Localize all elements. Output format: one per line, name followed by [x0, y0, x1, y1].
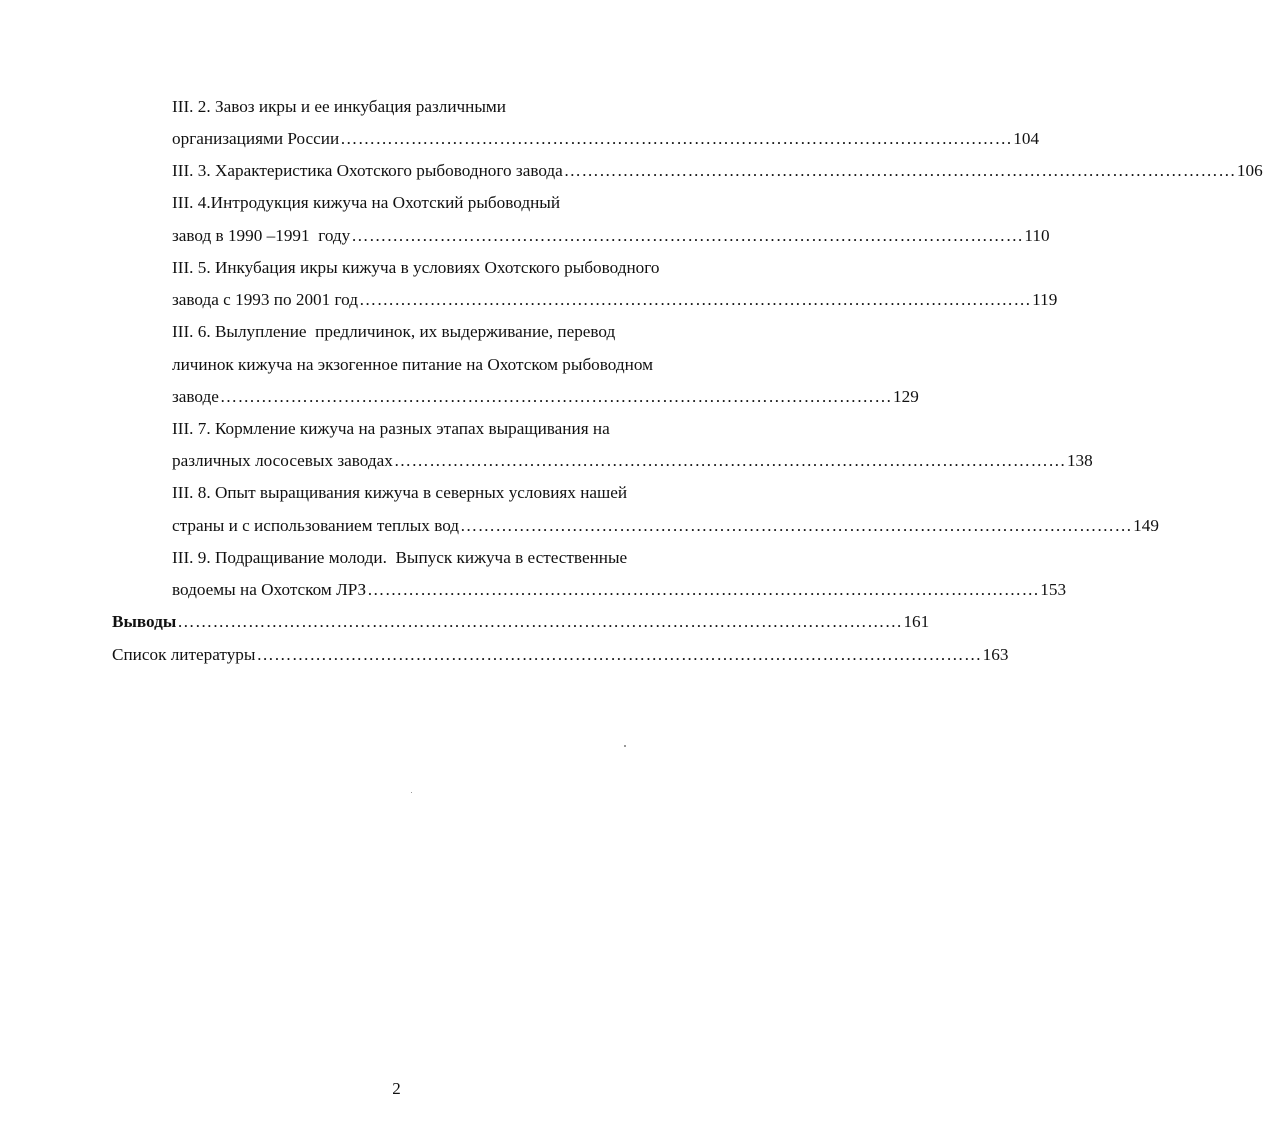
dot-leader: …………………………………………………………………………………………………… [351, 226, 1024, 245]
toc-page-number: 129 [893, 387, 919, 406]
toc-entry-title: завод в 1990 –1991 году [172, 226, 351, 245]
toc-page-number: 161 [903, 612, 930, 631]
dot-leader: …………………………………………………………………………………………………… [460, 516, 1133, 535]
dot-leader: …………………………………………………………………………………………………… [359, 290, 1032, 309]
toc-page-number: 119 [1032, 290, 1058, 309]
toc-entry-title: заводе [172, 387, 219, 406]
toc-entry-title: страны и с использованием теплых вод [172, 516, 460, 535]
toc-entry-line [112, 644, 1009, 666]
dot-leader: …………………………………………………………………………………………………… [219, 387, 893, 406]
scan-speck [624, 745, 626, 747]
toc-entry-line: III. 8. Опыт выращивания кижуча в северных условиях нашей [172, 483, 628, 502]
toc-entry-title: Выводы [112, 612, 177, 631]
dot-leader: …………………………………………………………………………………………………… [393, 451, 1066, 470]
scan-speck [411, 792, 412, 793]
toc-entry-line [172, 289, 1058, 311]
toc-entry-line: III. 9. Подращивание молоди. Выпуск кижуча в естественные [172, 548, 628, 567]
toc-entry-title: Список литературы [112, 645, 256, 664]
toc-entry-line [112, 611, 930, 633]
toc-entry-title: завода с 1993 по 2001 год [172, 290, 359, 309]
toc-entry-line [172, 225, 1050, 247]
toc-entry-title: организациями России [172, 129, 340, 148]
toc-entry-line [172, 450, 1093, 472]
toc-page-number: 138 [1066, 451, 1093, 470]
toc-page-number: 106 [1236, 161, 1263, 180]
toc-entry-title: водоемы на Охотском ЛРЗ [172, 580, 367, 599]
toc-page-number: 163 [982, 645, 1009, 664]
toc-page-number: 153 [1040, 580, 1067, 599]
toc-entry-line [172, 386, 919, 408]
toc-entry-line [172, 160, 1263, 182]
dot-leader: …………………………………………………………………………………………………… [340, 129, 1013, 148]
toc-entry-line: III. 5. Инкубация икры кижуча в условиях Охотского рыбоводного [172, 258, 660, 277]
toc-entry-line: III. 6. Вылупление предличинок, их выдерживание, перевод [172, 322, 616, 341]
dot-leader: …………………………………………………………………………………………………… [563, 161, 1236, 180]
toc-page-number: 149 [1133, 516, 1159, 535]
toc-entry-title: различных лососевых заводах [172, 451, 393, 470]
dot-leader: …………………………………………………………………………………………………… [367, 580, 1040, 599]
toc-entry-title: III. 3. Характеристика Охотского рыбоводного завода [172, 161, 563, 180]
toc-entry-line [172, 579, 1067, 601]
dot-leader: …………………………………………………………………………………………………………… [256, 645, 982, 664]
toc-entry-line: III. 4.Интродукция кижуча на Охотский рыбоводный [172, 193, 561, 212]
toc-page-number: 104 [1013, 129, 1040, 148]
page-number: 2 [392, 1079, 401, 1098]
toc-page-number: 110 [1024, 226, 1050, 245]
toc-entry-line: личинок кижуча на экзогенное питание на Охотском рыбоводном [172, 355, 653, 374]
toc-entry-line: III. 2. Завоз икры и ее инкубация различными [172, 97, 506, 116]
toc-entry-line [172, 128, 1040, 150]
toc-entry-line: III. 7. Кормление кижуча на разных этапах выращивания на [172, 419, 610, 438]
dot-leader: …………………………………………………………………………………………………………… [177, 612, 903, 631]
toc-entry-line [172, 515, 1159, 537]
